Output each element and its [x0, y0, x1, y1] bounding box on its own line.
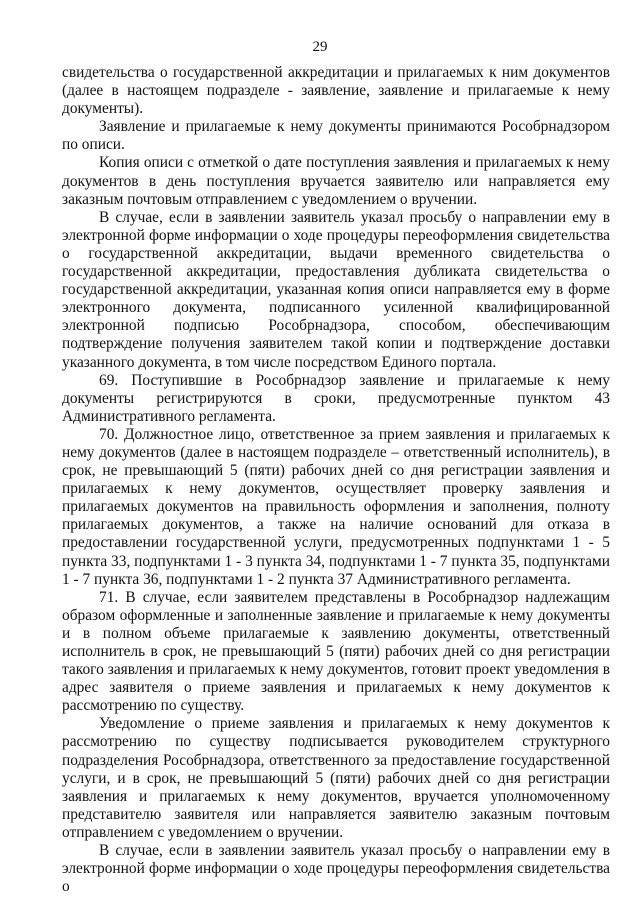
- paragraph-notification: Уведомление о приеме заявления и прилагаемых к нему документов к рассмотрению по существу подписывается руководителем структурного подразделения Рособрнадзора, ответственного за предоставление государственной услуги, и в срок, не превышающий 5 (пяти) рабочих дней со дня регистрации заявления и прилагаемых к нему документов, вручается уполномоченному представителю заявителя или направляется заявителю заказным почтовым отправлением с уведомлением о вручении.: [62, 715, 610, 841]
- page-number: 29: [312, 39, 328, 55]
- paragraph-item-69: 69. Поступившие в Рособрнадзор заявление и прилагаемые к нему документы регистрируются в сроки, предусмотренные пунктом 43 Административного регламента.: [62, 371, 610, 425]
- paragraph-item-71: 71. В случае, если заявителем представлены в Рособрнадзор надлежащим образом оформленные и заполненные заявление и прилагаемые к нему документы и в полном объеме прилагаемые к заявлению документы, ответственный исполнитель в срок, не превышающий 5 (пяти) рабочих дней со дня регистрации такого заявления и прилагаемых к нему документов, готовит проект уведомления в адрес заявителя о приеме заявления и прилагаемых к нему документов к рассмотрению по существу.: [62, 588, 610, 715]
- paragraph-inventory-acceptance: Заявление и прилагаемые к нему документы принимаются Рособрнадзором по описи.: [62, 118, 610, 154]
- paragraph-electronic-copy: В случае, если в заявлении заявитель указал просьбу о направлении ему в электронной форме информации о ходе процедуры переоформления свидетельства о государственной аккредитации, выдачи временного свидетельства о государственной аккредитации, предоставления дубликата свидетельства о государственной аккредитации, указанная копия описи направляется ему в форме электронного документа, подписанного усиленной квалифицированной электронной подписью Рособрнадзора, способом, обеспечивающим подтверждение получения заявителем такой копии и подтверждение доставки указанного документа, в том числе посредством Единого портала.: [62, 208, 610, 371]
- paragraph-electronic-request: В случае, если в заявлении заявитель указал просьбу о направлении ему в электронной форме информации о ходе процедуры переоформления свидетельства о: [62, 842, 610, 896]
- paragraph-continuation: свидетельства о государственной аккредитации и прилагаемых к ним документов (далее в настоящем подразделе - заявление, заявление и прилагаемые к нему документы).: [62, 64, 610, 118]
- paragraph-inventory-copy: Копия описи с отметкой о дате поступления заявления и прилагаемых к нему документов в день поступления вручается заявителю или направляется ему заказным почтовым отправлением с уведомлением о вручении.: [62, 154, 610, 208]
- paragraph-item-70: 70. Должностное лицо, ответственное за прием заявления и прилагаемых к нему документов (далее в настоящем подразделе – ответственный исполнитель), в срок, не превышающий 5 (пяти) рабочих дней со дня регистрации заявления и прилагаемых к нему документов, осуществляет проверку заявления и прилагаемых документов на правильность оформления и заполнения, полноту прилагаемых документов, а также на наличие оснований для отказа в предоставлении государственной услуги, предусмотренных подпунктами 1 - 5 пункта 33, подпунктами 1 - 3 пункта 34, подпунктами 1 - 7 пункта 35, подпунктами 1 - 7 пункта 36, подпунктами 1 - 2 пункта 37 Административного регламента.: [62, 425, 610, 588]
- document-body: [62, 64, 610, 896]
